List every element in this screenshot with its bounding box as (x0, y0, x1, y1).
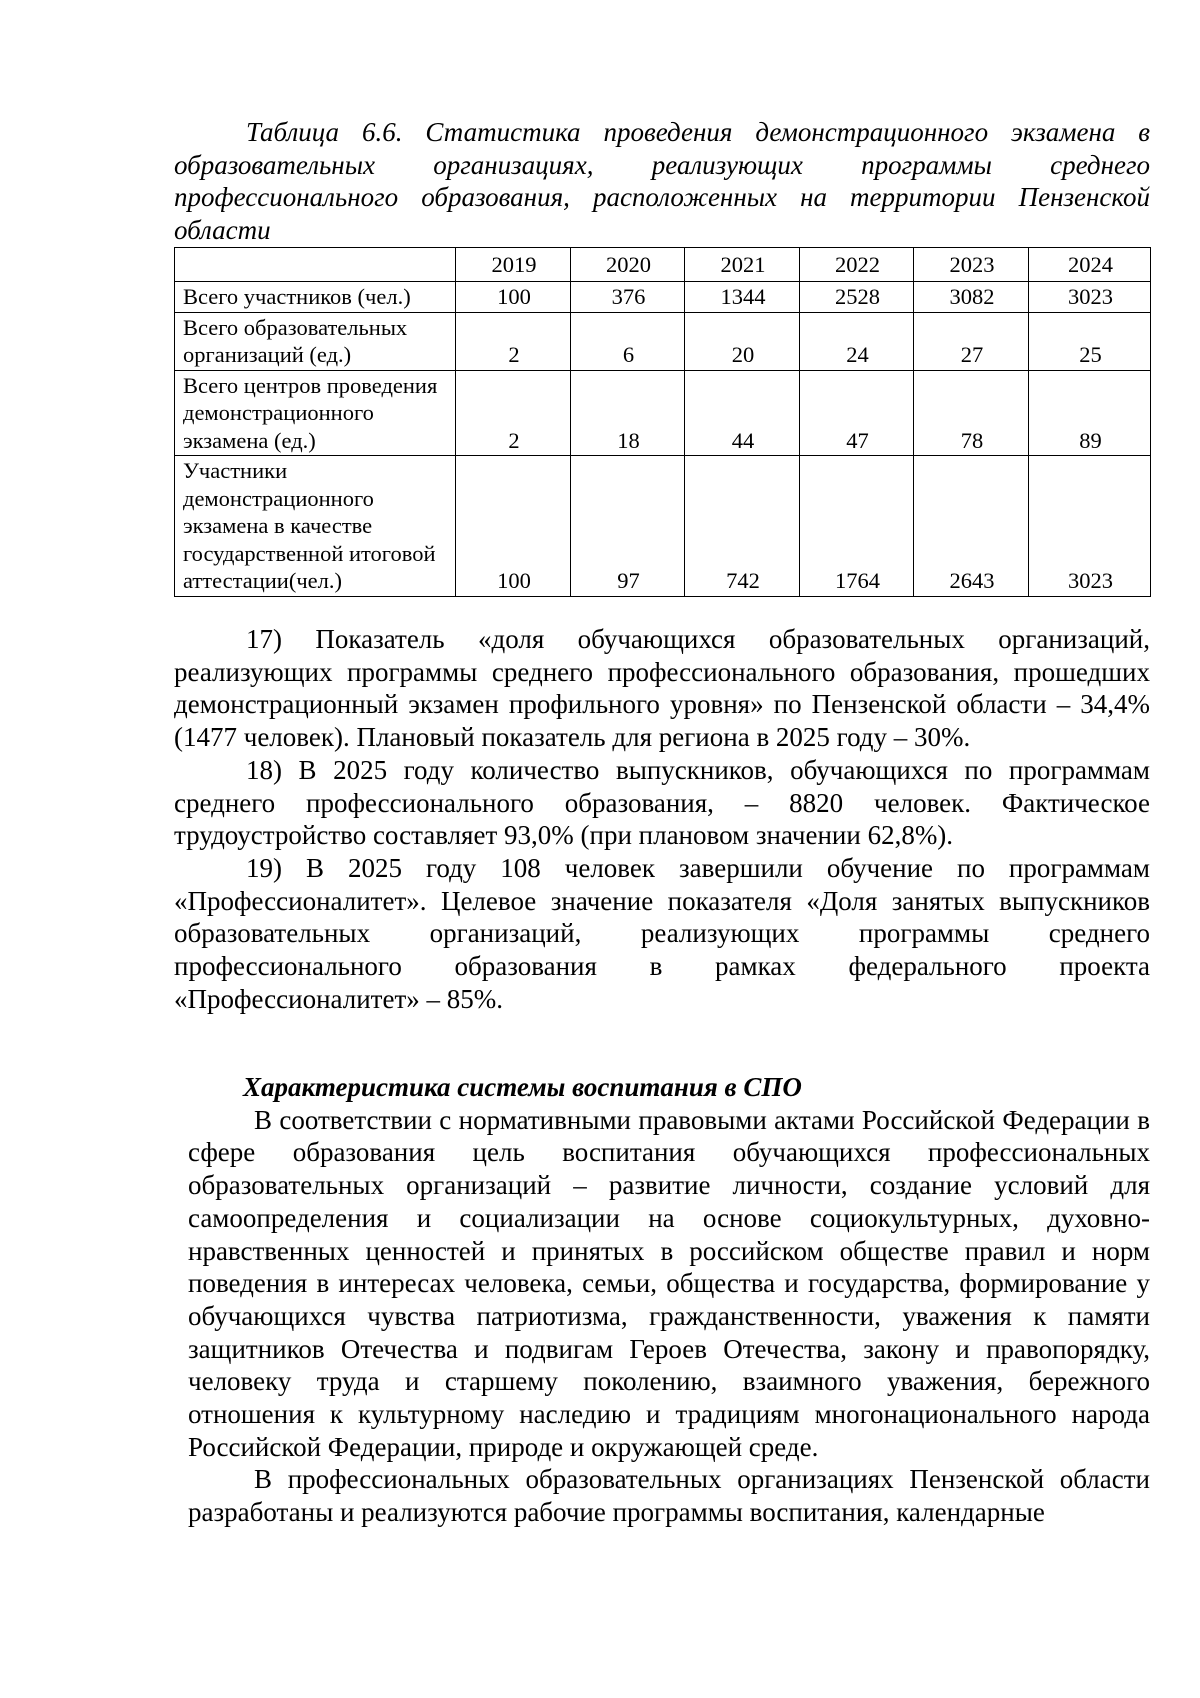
table-row (175, 456, 1151, 597)
table-cell: 3023 (1029, 456, 1151, 597)
paragraph-17: 17) Показатель «доля обучающихся образовательных организаций, реализующих программы среднего профессионального образования, прошедших демонстрационный экзамен профильного уровня» по Пензенской области – 34,4% (1477 человек). Плановый показатель для региона в 2025 году – 30%. (174, 624, 1150, 753)
table-header-year: 2019 (456, 248, 571, 282)
table-cell: 97 (571, 456, 685, 597)
row-label: Участники демонстрационного экзамена в качестве государственной итоговой аттестации(чел.) (175, 456, 456, 597)
table-cell: 24 (800, 312, 914, 370)
table-header-year: 2023 (914, 248, 1029, 282)
table-cell: 100 (456, 456, 571, 597)
table-header-corner (175, 248, 456, 282)
paragraph-19: 19) В 2025 году 108 человек завершили обучение по программам «Профессионалитет». Целевое значение показателя «Доля занятых выпускников образовательных организаций, реализующих программы среднего профессионального образования в рамках федерального проекта «Профессионалитет» – 85%. (174, 852, 1150, 1014)
table-header-year: 2021 (685, 248, 800, 282)
table-cell: 3023 (1029, 282, 1151, 313)
section-heading: Характеристика системы воспитания в СПО (243, 1072, 802, 1102)
paragraph-18: 18) В 2025 году количество выпускников, обучающихся по программам среднего профессионального образования, – 8820 человек. Фактическое трудоустройство составляет 93,0% (при плановом значении 62,8%). (174, 754, 1150, 851)
table-cell: 2643 (914, 456, 1029, 597)
table-row (175, 370, 1151, 456)
section-paragraph: В соответствии с нормативными правовыми актами Российской Федерации в сфере образования цель воспитания обучающихся профессиональных образовательных организаций – развитие личности, создание условий для самоопределения и социализации на основе социокультурных, духовно-нравственных ценностей и принятых в российском обществе правил и норм поведения в интересах человека, семьи, общества и государства, формирование у обучающихся чувства патриотизма, гражданственности, уважения к памяти защитников Отечества и подвигам Героев Отечества, закону и правопорядку, человеку труда и старшему поколению, взаимного уважения, бережного отношения к культурному наследию и традициям многонационального народа Российской Федерации, природе и окружающей среде. (188, 1104, 1150, 1462)
table-cell: 47 (800, 370, 914, 456)
row-label: Всего центров проведения демонстрационного экзамена (ед.) (175, 370, 456, 456)
table-cell: 25 (1029, 312, 1151, 370)
numbered-indicators (174, 623, 1150, 1015)
table-cell: 20 (685, 312, 800, 370)
table-cell: 742 (685, 456, 800, 597)
table-header-year: 2020 (571, 248, 685, 282)
table-cell: 78 (914, 370, 1029, 456)
table-cell: 2528 (800, 282, 914, 313)
table-cell: 44 (685, 370, 800, 456)
table-header-year: 2024 (1029, 248, 1151, 282)
table-row (175, 282, 1151, 313)
table-cell: 27 (914, 312, 1029, 370)
table-row (175, 312, 1151, 370)
table-cell: 2 (456, 312, 571, 370)
exam-statistics-table (174, 247, 1151, 597)
table-cell: 376 (571, 282, 685, 313)
table-cell: 1344 (685, 282, 800, 313)
table-cell: 2 (456, 370, 571, 456)
table-cell: 18 (571, 370, 685, 456)
row-label: Всего участников (чел.) (175, 282, 456, 313)
education-system-section (188, 1071, 1150, 1529)
table-header-year: 2022 (800, 248, 914, 282)
row-label: Всего образовательных организаций (ед.) (175, 312, 456, 370)
table-cell: 1764 (800, 456, 914, 597)
table-cell: 100 (456, 282, 571, 313)
table-header-row (175, 248, 1151, 282)
section-paragraph: В профессиональных образовательных организациях Пензенской области разработаны и реализуются рабочие программы воспитания, календарные (188, 1464, 1150, 1528)
table-caption: Таблица 6.6. Статистика проведения демонстрационного экзамена в образовательных организациях, реализующих программы среднего профессионального образования, расположенных на территории Пензенской области (174, 117, 1150, 245)
table-cell: 3082 (914, 282, 1029, 313)
table-cell: 89 (1029, 370, 1151, 456)
table-cell: 6 (571, 312, 685, 370)
